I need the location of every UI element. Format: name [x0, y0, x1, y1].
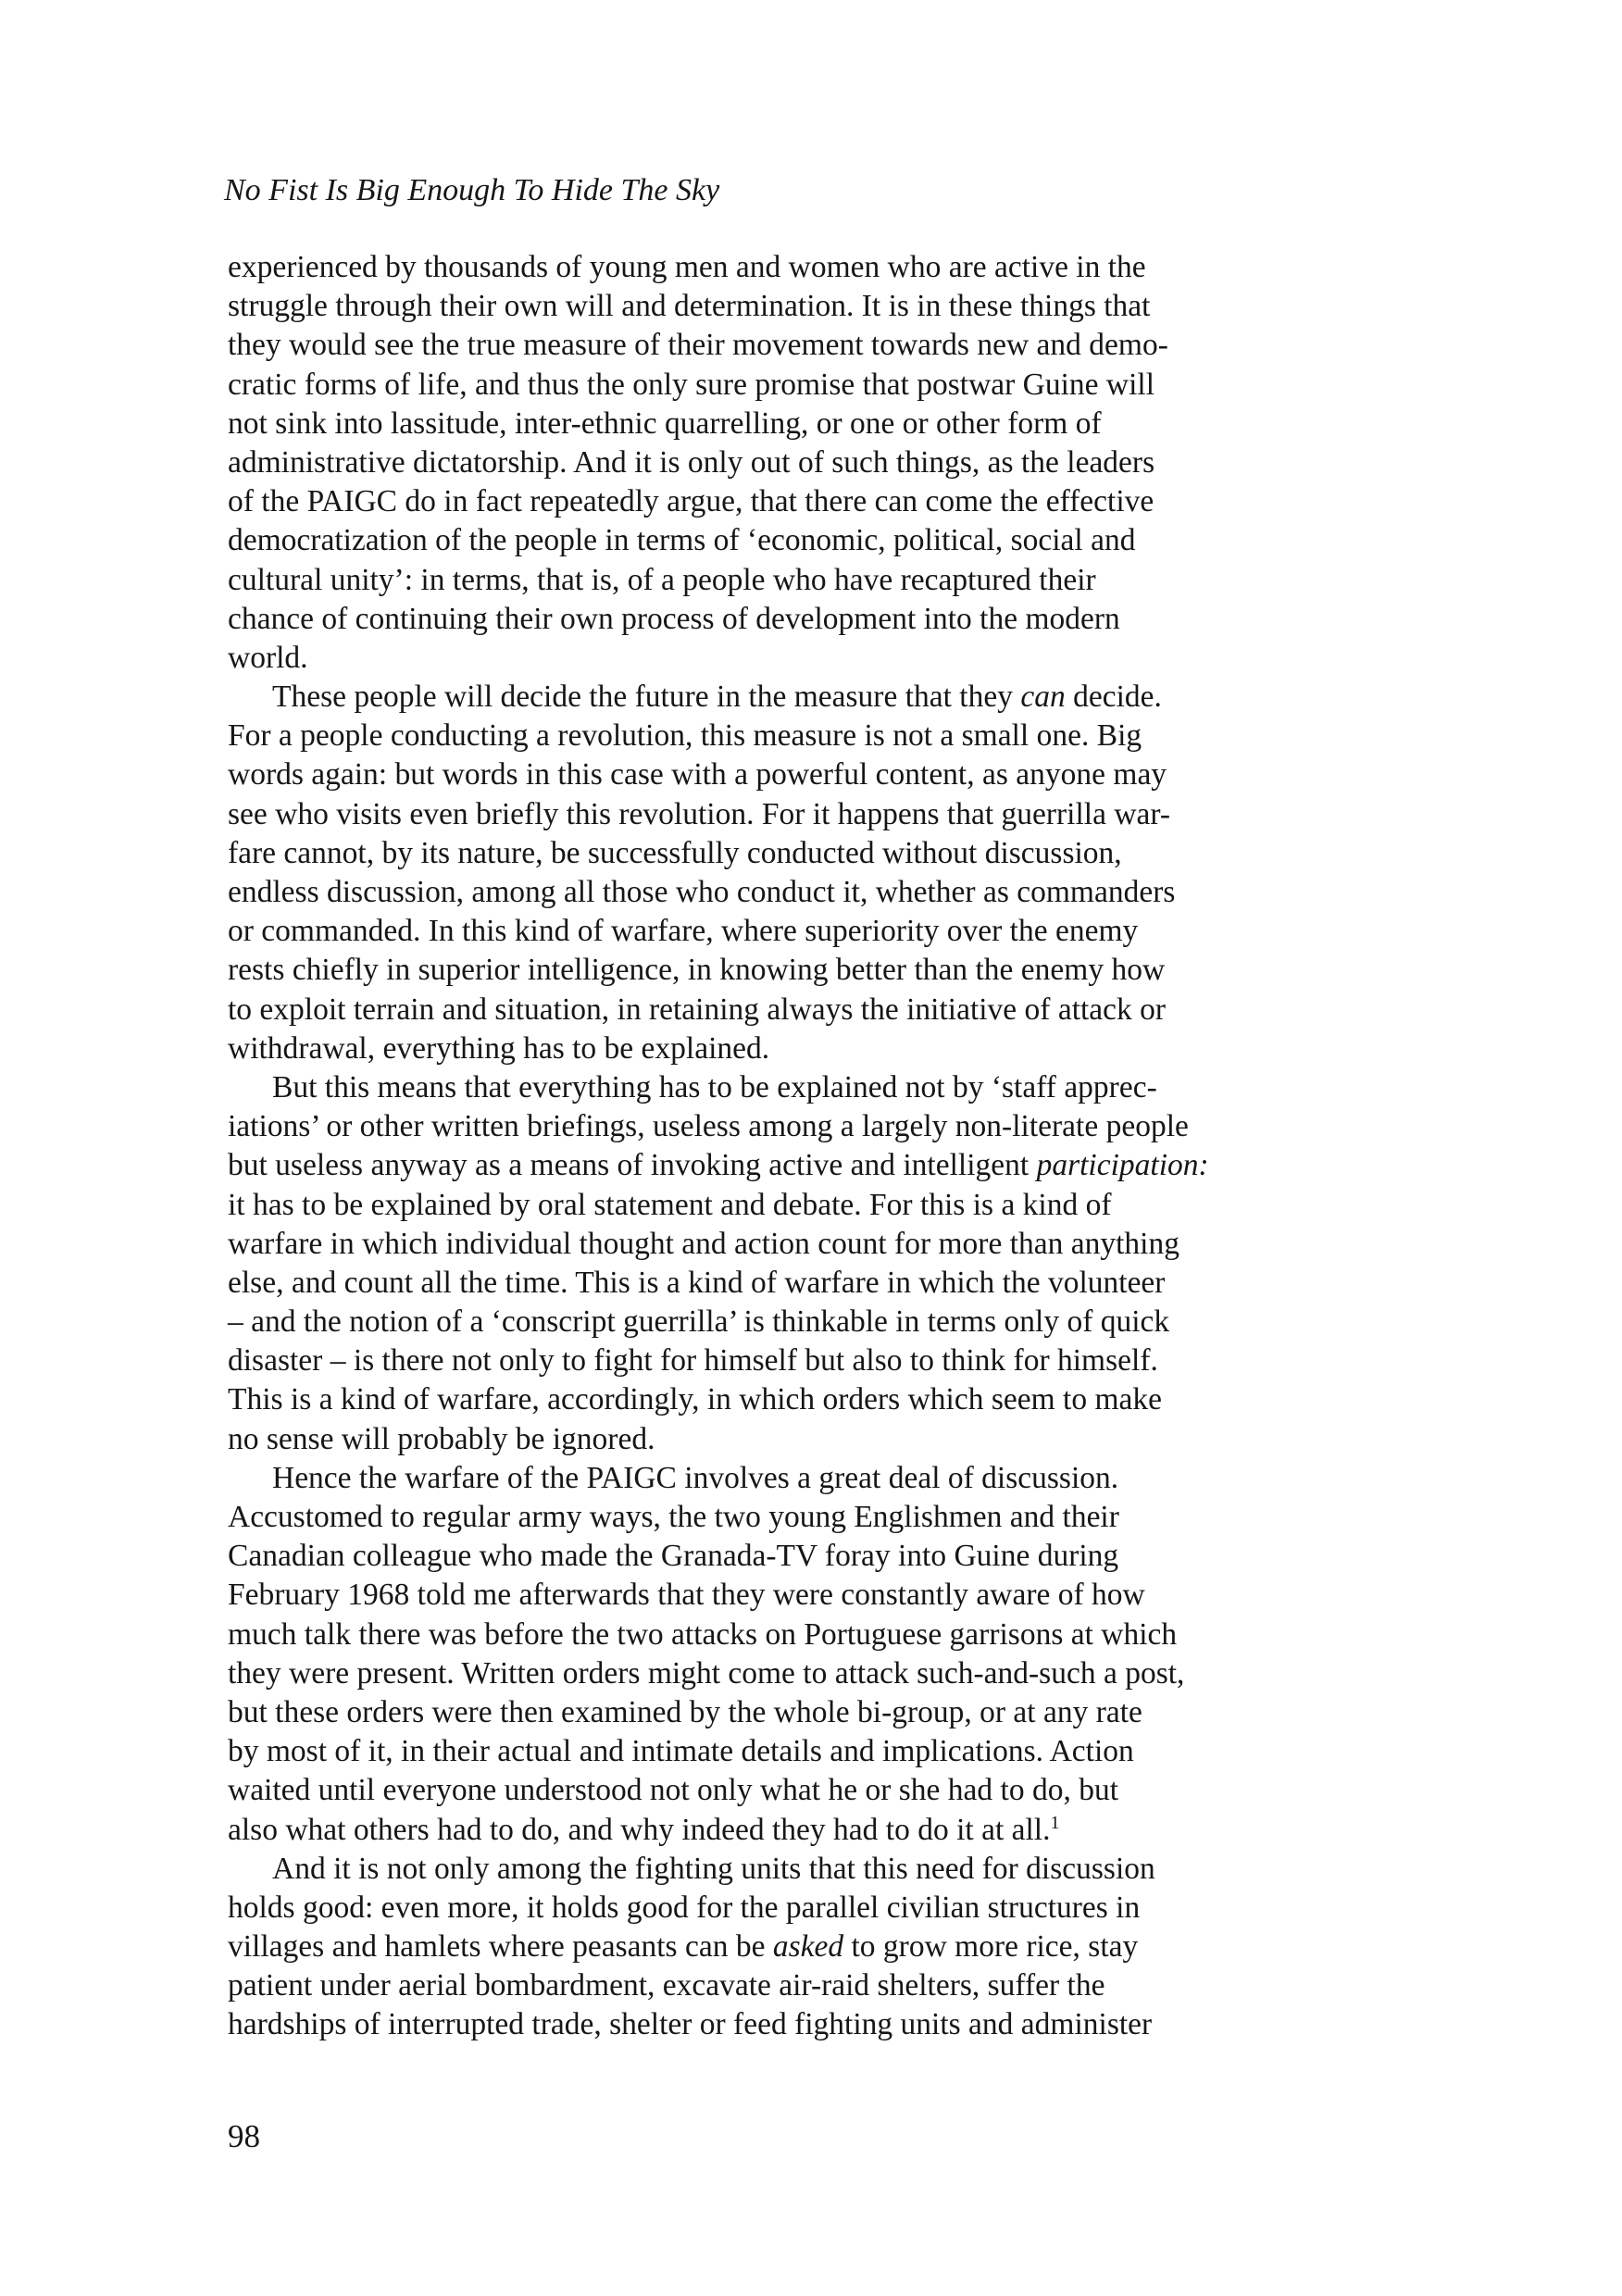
text-line-content: of the PAIGC do in fact repeatedly argue, that there can come the effective	[228, 484, 1154, 519]
text-line-content: administrative dictatorship. And it is only out of such things, as the leaders	[228, 444, 1155, 480]
text-line	[228, 1186, 1339, 1225]
text-line-content: warfare in which individual thought and action count for more than anything	[228, 1226, 1179, 1261]
text-line	[228, 287, 1339, 326]
text-line-content: For a people conducting a revolution, this measure is not a small one. Big	[228, 718, 1142, 754]
footnote-reference[interactable]: 1	[1050, 1812, 1060, 1833]
text-line	[228, 1420, 1339, 1459]
text-line-content: hardships of interrupted trade, shelter or feed fighting units and administer	[228, 2007, 1153, 2042]
text-line	[228, 834, 1339, 873]
text-line	[228, 443, 1339, 482]
text-line	[228, 717, 1339, 755]
text-line	[228, 912, 1339, 951]
text-line	[228, 1576, 1339, 1615]
text-line-content: iations’ or other written briefings, useless among a largely non-literate people	[228, 1109, 1189, 1144]
text-line	[228, 1732, 1339, 1771]
text-line-content: but useless anyway as a means of invoking active and intelligent	[228, 1148, 1037, 1183]
text-line	[228, 1928, 1339, 1966]
emphasis-text: can	[1020, 680, 1066, 715]
text-line	[228, 1107, 1339, 1146]
text-line-content: chance of continuing their own process of development into the modern	[228, 601, 1120, 636]
text-line-content: they would see the true measure of their movement towards new and demo-	[228, 328, 1168, 363]
text-line	[228, 1966, 1339, 2005]
text-line	[228, 1068, 1339, 1107]
text-line-content: And it is not only among the fighting units that this need for discussion	[272, 1851, 1155, 1886]
text-line	[228, 1537, 1339, 1576]
text-line	[228, 1850, 1339, 1889]
text-line	[228, 405, 1339, 443]
text-line	[228, 326, 1339, 365]
text-line-content: – and the notion of a ‘conscript guerrilla’ is thinkable in terms only of quick	[228, 1304, 1170, 1340]
text-line-content: These people will decide the future in the measure that they	[272, 680, 1021, 715]
text-line-content: or commanded. In this kind of warfare, where superiority over the enemy	[228, 914, 1139, 949]
text-line-content: withdrawal, everything has to be explained.	[228, 1030, 770, 1066]
text-line	[228, 1889, 1339, 1928]
text-line-content: much talk there was before the two attacks on Portuguese garrisons at which	[228, 1616, 1178, 1652]
text-line-content: February 1968 told me afterwards that they were constantly aware of how	[228, 1578, 1145, 1613]
text-line	[228, 1029, 1339, 1068]
body-text	[228, 248, 1339, 2045]
text-line	[228, 482, 1339, 521]
text-line	[228, 639, 1339, 678]
text-line	[228, 795, 1339, 834]
text-line	[228, 991, 1339, 1029]
text-line-content: it has to be explained by oral statement and debate. For this is a kind of	[228, 1187, 1112, 1222]
text-line	[228, 1146, 1339, 1185]
text-line	[228, 1380, 1339, 1419]
text-line-content: experienced by thousands of young men and women who are active in the	[228, 250, 1146, 284]
text-line-content: no sense will probably be ignored.	[228, 1421, 655, 1456]
text-line	[228, 248, 1339, 287]
text-line	[228, 1303, 1339, 1341]
text-line-content: but these orders were then examined by the whole bi-group, or at any rate	[228, 1694, 1142, 1729]
text-line-content: endless discussion, among all those who conduct it, whether as commanders	[228, 875, 1176, 909]
text-line	[228, 561, 1339, 600]
text-line-content: rests chiefly in superior intelligence, in knowing better than the enemy how	[228, 953, 1166, 988]
text-line-content: Hence the warfare of the PAIGC involves a great deal of discussion.	[272, 1460, 1119, 1495]
text-line-content: to exploit terrain and situation, in retaining always the initiative of attack or	[228, 992, 1167, 1027]
text-line	[228, 1654, 1339, 1693]
text-line-content: But this means that everything has to be explained not by ‘staff apprec-	[272, 1069, 1157, 1104]
text-line	[228, 366, 1339, 405]
text-line	[228, 1459, 1339, 1498]
text-line-continuation: to grow more rice, stay	[843, 1929, 1139, 1965]
text-line-content: patient under aerial bombardment, excavate air-raid shelters, suffer the	[228, 1968, 1105, 2003]
text-line-content: fare cannot, by its nature, be successfully conducted without discussion,	[228, 835, 1122, 870]
text-line	[228, 1771, 1339, 1810]
text-line-content: not sink into lassitude, inter-ethnic quarrelling, or one or other form of	[228, 406, 1102, 441]
text-line	[228, 2005, 1339, 2044]
text-line-content: holds good: even more, it holds good for the parallel civilian structures in	[228, 1890, 1141, 1925]
text-line-content: struggle through their own will and determination. It is in these things that	[228, 289, 1151, 324]
text-line-content: villages and hamlets where peasants can be	[228, 1929, 773, 1965]
text-line	[228, 951, 1339, 990]
text-line	[228, 521, 1339, 560]
text-line	[228, 1498, 1339, 1537]
text-line	[228, 1811, 1339, 1850]
text-line	[228, 755, 1339, 794]
emphasis-text: asked	[772, 1929, 844, 1965]
text-line	[228, 873, 1339, 912]
text-line-content: Accustomed to regular army ways, the two young Englishmen and their	[228, 1500, 1119, 1534]
text-line-continuation: decide.	[1065, 680, 1162, 715]
text-line-content: waited until everyone understood not only what he or she had to do, but	[228, 1773, 1118, 1808]
text-line	[228, 1225, 1339, 1264]
page-number: 98	[228, 2118, 260, 2154]
running-head: No Fist Is Big Enough To Hide The Sky	[224, 173, 720, 207]
text-line-content: they were present. Written orders might come to attack such-and-such a post,	[228, 1655, 1185, 1691]
text-line-content: cratic forms of life, and thus the only sure promise that postwar Guine will	[228, 367, 1155, 402]
text-line	[228, 678, 1339, 717]
text-line-content: see who visits even briefly this revolution. For it happens that guerrilla war-	[228, 796, 1171, 831]
text-line-content: This is a kind of warfare, accordingly, in which orders which seem to make	[228, 1382, 1163, 1417]
text-line	[228, 1616, 1339, 1654]
text-line-content: Canadian colleague who made the Granada-TV foray into Guine during	[228, 1539, 1119, 1574]
text-line	[228, 1264, 1339, 1303]
text-line-content: democratization of the people in terms of ‘economic, political, social and	[228, 523, 1136, 558]
text-line	[228, 1341, 1339, 1380]
text-line-content: words again: but words in this case with a powerful content, as anyone may	[228, 757, 1167, 792]
text-line-content: disaster – is there not only to fight for himself but also to think for himself.	[228, 1343, 1158, 1379]
text-line	[228, 600, 1339, 639]
text-line	[228, 1693, 1339, 1732]
emphasis-text: participation:	[1036, 1148, 1209, 1183]
text-line-content: by most of it, in their actual and intimate details and implications. Action	[228, 1734, 1134, 1769]
text-line-content: else, and count all the time. This is a kind of warfare in which the volunteer	[228, 1265, 1166, 1300]
text-line-content: cultural unity’: in terms, that is, of a people who have recaptured their	[228, 562, 1096, 597]
text-line-content: also what others had to do, and why indeed they had to do it at all.	[228, 1812, 1051, 1847]
text-line-content: world.	[228, 640, 308, 675]
